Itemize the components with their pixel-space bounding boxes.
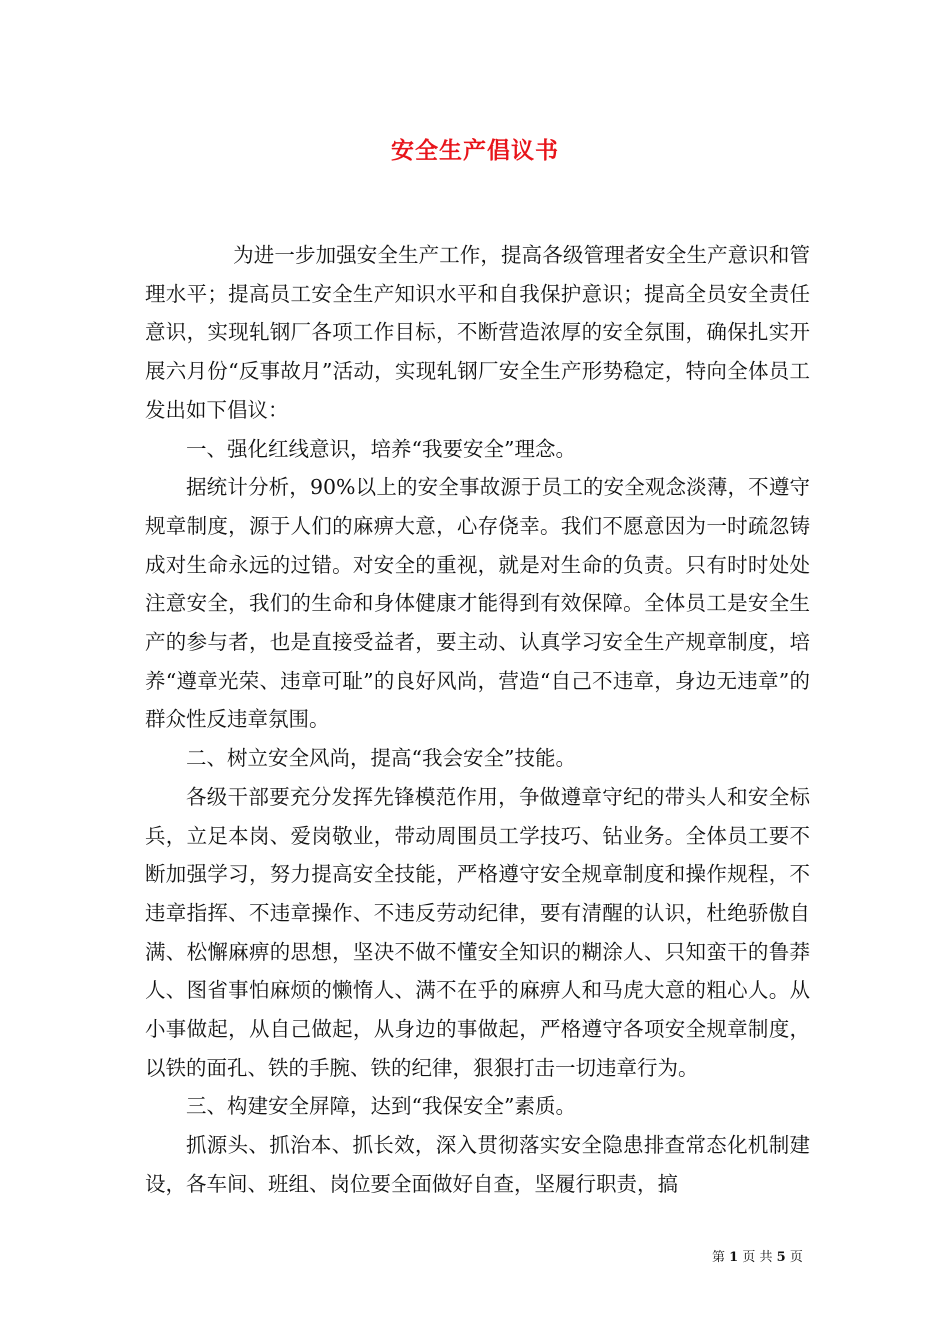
document-body xyxy=(145,236,810,1204)
document-title: 安全生产倡议书 xyxy=(391,137,559,164)
section-heading-2: 二、树立安全风尚，提高“我会安全”技能。 xyxy=(186,746,576,771)
section-1-paragraph: 据统计分析，90%以上的安全事故源于员工的安全观念淡薄，不遵守规章制度，源于人们的麻痹大意，心存侥幸。我们不愿意因为一时疏忽铸成对生命永远的过错。对安全的重视，就是对生命的负责。只有时时处处注意安全，我们的生命和身体健康才能得到有效保障。全体员工是安全生产的参与者，也是直接受益者，要主动、认真学习安全生产规章制度，培养“遵章光荣、违章可耻”的良好风尚，营造“自己不违章，身边无违章”的群众性反违章氛围。 xyxy=(145,475,810,732)
total-pages-number: 5 xyxy=(776,1250,786,1265)
footer-suffix: 页 xyxy=(789,1250,803,1265)
page-footer xyxy=(712,1246,803,1265)
footer-middle: 页 共 xyxy=(742,1250,773,1265)
section-heading-3: 三、构建安全屏障，达到“我保安全”素质。 xyxy=(186,1094,576,1119)
intro-paragraph: 为进一步加强安全生产工作，提高各级管理者安全生产意识和管理水平；提高员工安全生产知识水平和自我保护意识；提高全员安全责任意识，实现轧钢厂各项工作目标，不断营造浓厚的安全氛围，确保扎实开展六月份“反事故月”活动，实现轧钢厂安全生产形势稳定，特向全体员工发出如下倡议： xyxy=(145,243,810,422)
section-2-paragraph: 各级干部要充分发挥先锋模范作用，争做遵章守纪的带头人和安全标兵，立足本岗、爱岗敬业，带动周围员工学技巧、钻业务。全体员工要不断加强学习，努力提高安全技能，严格遵守安全规章制度和操作规程，不违章指挥、不违章操作、不违反劳动纪律，要有清醒的认识，杜绝骄傲自满、松懈麻痹的思想，坚决不做不懂安全知识的糊涂人、只知蛮干的鲁莽人、图省事怕麻烦的懒惰人、满不在乎的麻痹人和马虎大意的粗心人。从小事做起，从自己做起，从身边的事做起，严格遵守各项安全规章制度，以铁的面孔、铁的手腕、铁的纪律，狠狠打击一切违章行为。 xyxy=(145,784,810,1080)
current-page-number: 1 xyxy=(729,1250,739,1265)
footer-prefix: 第 xyxy=(712,1250,726,1265)
section-heading-1: 一、强化红线意识，培养“我要安全”理念。 xyxy=(186,436,576,461)
section-3-paragraph: 抓源头、抓治本、抓长效，深入贯彻落实安全隐患排查常态化机制建设，各车间、班组、岗位要全面做好自查，坚履行职责，搞 xyxy=(145,1133,810,1196)
